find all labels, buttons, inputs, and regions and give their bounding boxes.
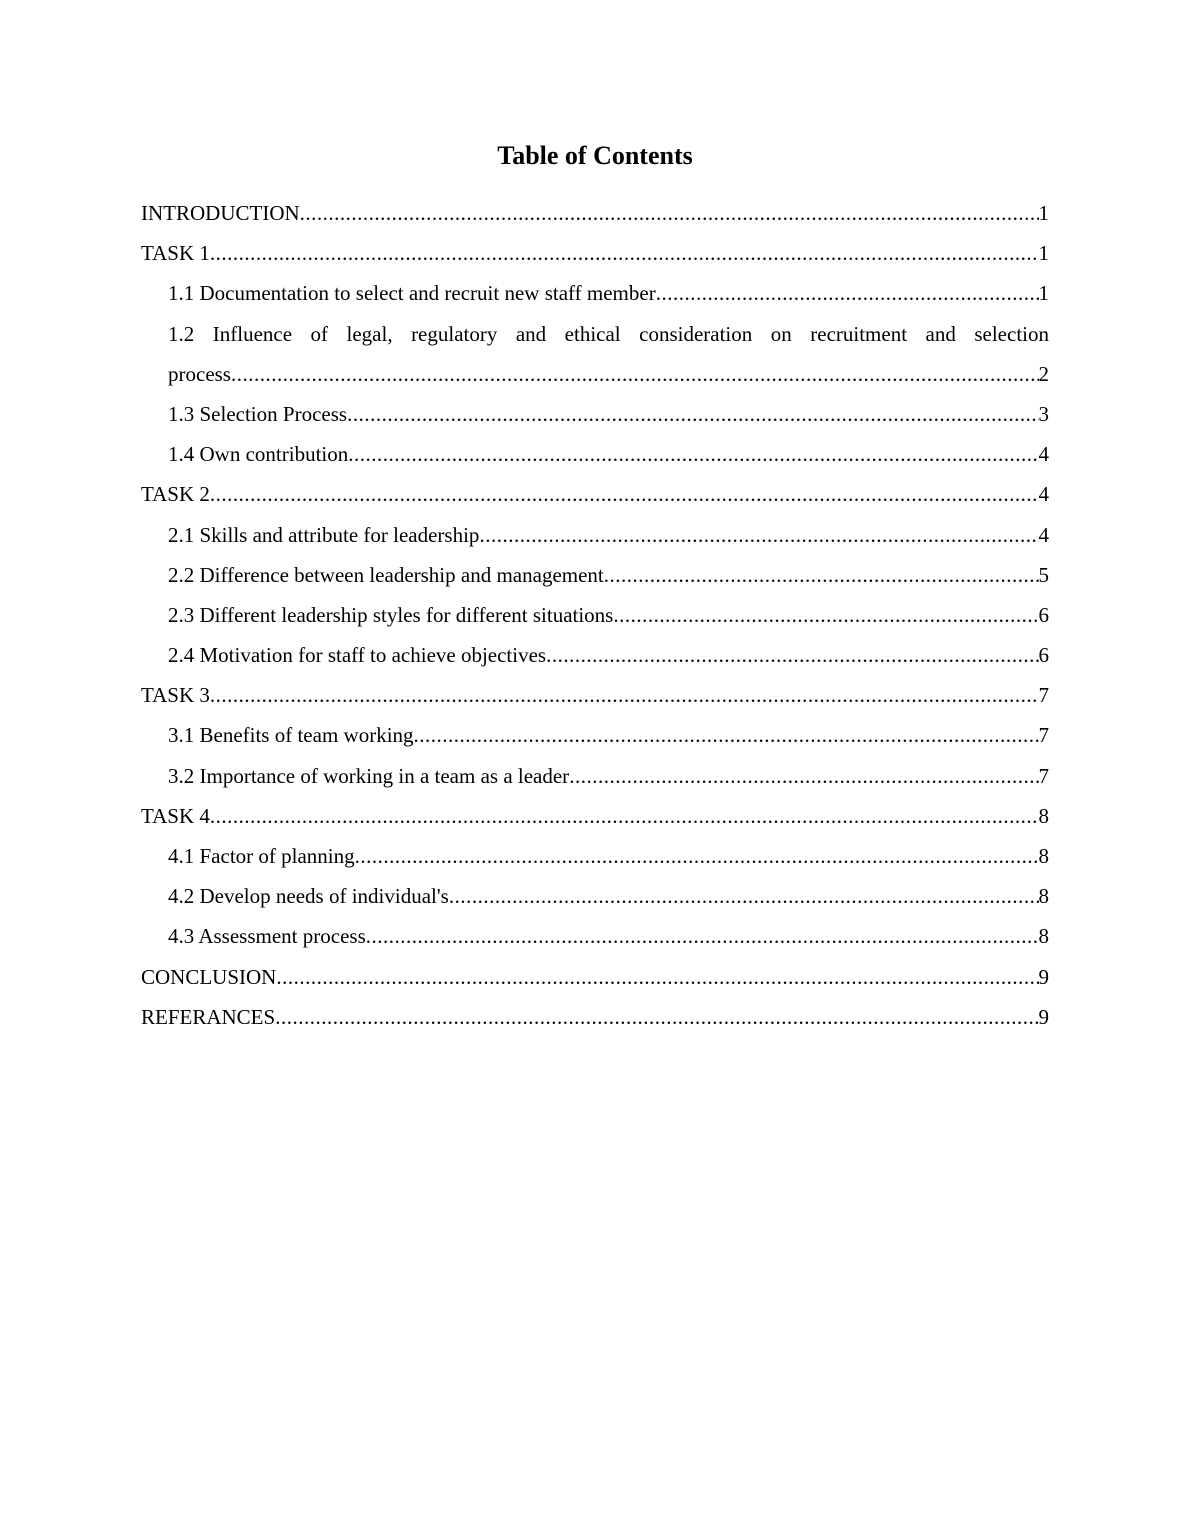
toc-entry-2-2[interactable] bbox=[141, 555, 1049, 595]
toc-leader-dots bbox=[355, 836, 1039, 876]
toc-entry-4-3[interactable] bbox=[141, 916, 1049, 956]
toc-entry-label: TASK 2 bbox=[141, 482, 210, 507]
toc-page-number: 8 bbox=[1038, 924, 1049, 949]
toc-page-number: 4 bbox=[1038, 442, 1049, 467]
toc-leader-dots bbox=[300, 193, 1039, 233]
toc-page-number: 7 bbox=[1038, 763, 1049, 788]
toc-entry-label: 1.4 Own contribution bbox=[168, 442, 349, 467]
toc-entry-label: TASK 4 bbox=[141, 803, 210, 828]
toc-entry-label: 2.1 Skills and attribute for leadership bbox=[168, 522, 480, 547]
toc-entry-label: 4.3 Assessment process bbox=[168, 924, 366, 949]
toc-page-number: 6 bbox=[1038, 602, 1049, 627]
toc-leader-dots bbox=[449, 876, 1039, 916]
toc-page-number: 1 bbox=[1038, 241, 1049, 266]
toc-entry-label: 2.2 Difference between leadership and management bbox=[168, 562, 604, 587]
toc-page-number: 9 bbox=[1038, 1004, 1049, 1029]
toc-title: Table of Contents bbox=[497, 141, 693, 170]
toc-entry-4-2[interactable] bbox=[141, 876, 1049, 916]
toc-leader-dots bbox=[414, 715, 1039, 755]
toc-leader-dots bbox=[210, 796, 1039, 836]
toc-entry-label: CONCLUSION bbox=[141, 964, 277, 989]
toc-entry-task-2[interactable] bbox=[141, 474, 1049, 514]
toc-entry-references[interactable] bbox=[141, 997, 1049, 1037]
toc-entry-conclusion[interactable] bbox=[141, 957, 1049, 997]
toc-leader-dots bbox=[231, 354, 1039, 394]
toc-leader-dots bbox=[656, 273, 1039, 313]
toc-entry-label: REFERANCES bbox=[141, 1004, 276, 1029]
toc-page-number: 4 bbox=[1038, 522, 1049, 547]
toc-page-number: 8 bbox=[1038, 803, 1049, 828]
toc-entry-label: 1.1 Documentation to select and recruit new staff member bbox=[168, 281, 656, 306]
toc-entry-1-3[interactable] bbox=[141, 394, 1049, 434]
toc-leader-dots bbox=[366, 916, 1039, 956]
toc-page-number: 3 bbox=[1038, 401, 1049, 426]
toc-entry-label: 2.3 Different leadership styles for different situations bbox=[168, 602, 614, 627]
toc-entry-2-1[interactable] bbox=[141, 515, 1049, 555]
toc-entry-task-4[interactable] bbox=[141, 796, 1049, 836]
toc-leader-dots bbox=[210, 474, 1039, 514]
toc-page-number: 4 bbox=[1038, 482, 1049, 507]
toc-leader-dots bbox=[604, 555, 1039, 595]
toc-leader-dots bbox=[546, 635, 1038, 675]
toc-leader-dots bbox=[276, 957, 1038, 997]
toc-entry-task-3[interactable] bbox=[141, 675, 1049, 715]
toc-entry-label: 1.3 Selection Process bbox=[168, 401, 348, 426]
toc-page-number: 1 bbox=[1038, 201, 1049, 225]
toc-leader-dots bbox=[347, 394, 1038, 434]
toc-entry-1-2[interactable] bbox=[141, 314, 1049, 394]
toc-entry-2-4[interactable] bbox=[141, 635, 1049, 675]
toc-page-number: 1 bbox=[1038, 281, 1049, 306]
toc-entry-label: 4.1 Factor of planning bbox=[168, 844, 355, 869]
toc-entry-1-1[interactable] bbox=[141, 273, 1049, 313]
toc-entry-label: TASK 3 bbox=[141, 683, 210, 708]
toc-entry-label: 4.2 Develop needs of individual's bbox=[168, 884, 449, 909]
toc-entry-3-2[interactable] bbox=[141, 756, 1049, 796]
toc-page-number: 8 bbox=[1038, 844, 1049, 869]
toc-leader-dots bbox=[569, 756, 1038, 796]
toc-page-number: 7 bbox=[1038, 723, 1049, 748]
toc-entry-3-1[interactable] bbox=[141, 715, 1049, 755]
toc-page-number: 5 bbox=[1038, 562, 1049, 587]
toc-page-number: 7 bbox=[1038, 683, 1049, 708]
toc-entry-label: process bbox=[168, 361, 231, 386]
toc-page-number: 9 bbox=[1038, 964, 1049, 989]
toc-page-number: 8 bbox=[1038, 884, 1049, 909]
toc-entry-introduction[interactable] bbox=[141, 193, 1049, 233]
toc-entry-2-3[interactable] bbox=[141, 595, 1049, 635]
toc-leader-dots bbox=[210, 233, 1039, 273]
toc-entry-1-4[interactable] bbox=[141, 434, 1049, 474]
toc-entry-label: TASK 1 bbox=[141, 241, 210, 266]
toc-leader-dots bbox=[613, 595, 1038, 635]
toc-entry-label: 3.1 Benefits of team working bbox=[168, 723, 414, 748]
toc-entry-task-1[interactable] bbox=[141, 233, 1049, 273]
toc-leader-dots bbox=[210, 675, 1039, 715]
toc-leader-dots bbox=[275, 997, 1038, 1037]
toc-entry-4-1[interactable] bbox=[141, 836, 1049, 876]
toc-page-number: 6 bbox=[1038, 643, 1049, 668]
toc-entry-label: 3.2 Importance of working in a team as a leader bbox=[168, 763, 570, 788]
toc-page-number: 2 bbox=[1038, 361, 1049, 386]
toc-leader-dots bbox=[348, 434, 1038, 474]
table-of-contents bbox=[141, 193, 1049, 1037]
toc-entry-label: INTRODUCTION bbox=[141, 201, 300, 225]
toc-entry-label: 2.4 Motivation for staff to achieve objectives bbox=[168, 643, 547, 668]
toc-leader-dots bbox=[479, 515, 1038, 555]
toc-entry-label-line1: 1.2 Influence of legal, regulatory and ethical consideration on recruitment and selection bbox=[168, 321, 1049, 346]
